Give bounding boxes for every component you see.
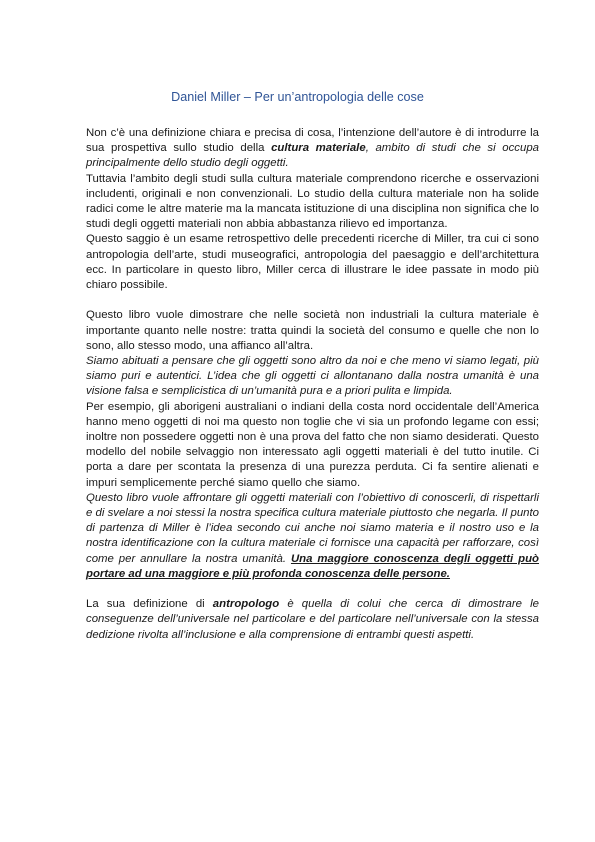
- paragraph-definition-text: La sua definizione di: [86, 598, 213, 611]
- paragraph-objects-italic: Siamo abituati a pensare che gli oggetti sono altro da noi e che meno vi siamo legati, più siamo puri e autentici. L’idea che gli oggetti ci allontanano dalla nostra umanità è una visione falsa e semplicistica di un’umanità pura e a priori pulita e limpida.: [86, 355, 539, 398]
- paragraph-non-industrial: Questo libro vuole dimostrare che nelle società non industriali la cultura materiale è importante quanto nelle nostre: tratta quindi la società del consumo e quelle che non lo sono, allo stesso modo, una affianco all’altra.: [86, 309, 539, 352]
- paragraph-intro: [86, 126, 539, 172]
- paragraph-gap: [86, 582, 539, 597]
- paragraph-material-culture: Tuttavia l’ambito degli studi sulla cultura materiale comprendono ricerche e osservazioni includenti, originali e non convenzionali. Lo studio della cultura materiale non ha solide radici come le altre materie ma la mancata istituzione di una disciplina non significa che lo studi degli oggetti materiali non abbia abbastanza rilievo ed importanza.: [86, 172, 539, 231]
- paragraph-intro-text: Non c’è una definizione chiara e precisa di cosa, l’intenzione dell’autore è di introdurre la sua prospettiva sullo studio della: [86, 127, 539, 155]
- paragraph-gap: [86, 293, 539, 308]
- paragraph-book-aim-italic: Questo libro vuole affrontare gli oggetti materiali con l’obiettivo di conoscerli, di rispettarli e di svelare a noi stessi la nostra specifica cultura materiale piuttosto che negarla. Il punto di partenza di Miller è l’idea secondo cui anche noi siamo materia e il nostro uso e la nostra identificazione con la cultura materiale ci fornisce una capacità per rafforzare, così come per annullare la nostra umanità.: [86, 491, 539, 565]
- paragraph-retrospective: Questo saggio è un esame retrospettivo delle precedenti ricerche di Miller, tra cui ci sono antropologia dell’arte, studi museografici, antropologia del paesaggio e dell’architettura ecc. In particolare in questo libro, Miller cerca di illustrare le idee passate in modo più chiaro possibile.: [86, 233, 539, 292]
- paragraph-book-aim: [86, 491, 539, 582]
- term-cultura-materiale: cultura materiale: [271, 142, 366, 155]
- paragraph-definition-italic: è quella di colui che cerca di dimostrare le conseguenze dell’universale nel particolare e del particolare nell’universale con la stessa dedizione rivolta all’inclusione e alla comprensione di entrambi questi aspetti.: [86, 598, 539, 641]
- document-body: [86, 126, 539, 643]
- conclusion-highlight: Una maggiore conoscenza degli oggetti può portare ad una maggiore e più profonda conoscenza delle persone.: [86, 552, 539, 580]
- paragraph-example: Per esempio, gli aborigeni australiani o indiani della costa nord occidentale dell’America hanno meno oggetti di noi ma questo non toglie che vi sia un profondo legame con essi; inoltre non possedere oggetti non è una prova del fatto che non siamo desiderati. Questo modello del nobile selvaggio non interessato agli oggetti materiali è del tutto inutile. Ci porta a dare per scontata la presenza di una purezza perduta. Ci fa sentire alienati e impuri semplicemente perché siamo quello che siamo.: [86, 400, 539, 489]
- paragraph-intro-italic: , ambito di studi che si occupa principalmente dello studio degli oggetti.: [86, 142, 539, 170]
- term-antropologo: antropologo: [212, 598, 280, 611]
- paragraph-definition: [86, 597, 539, 643]
- document-title: Daniel Miller – Per un’antropologia delle cose: [171, 90, 424, 104]
